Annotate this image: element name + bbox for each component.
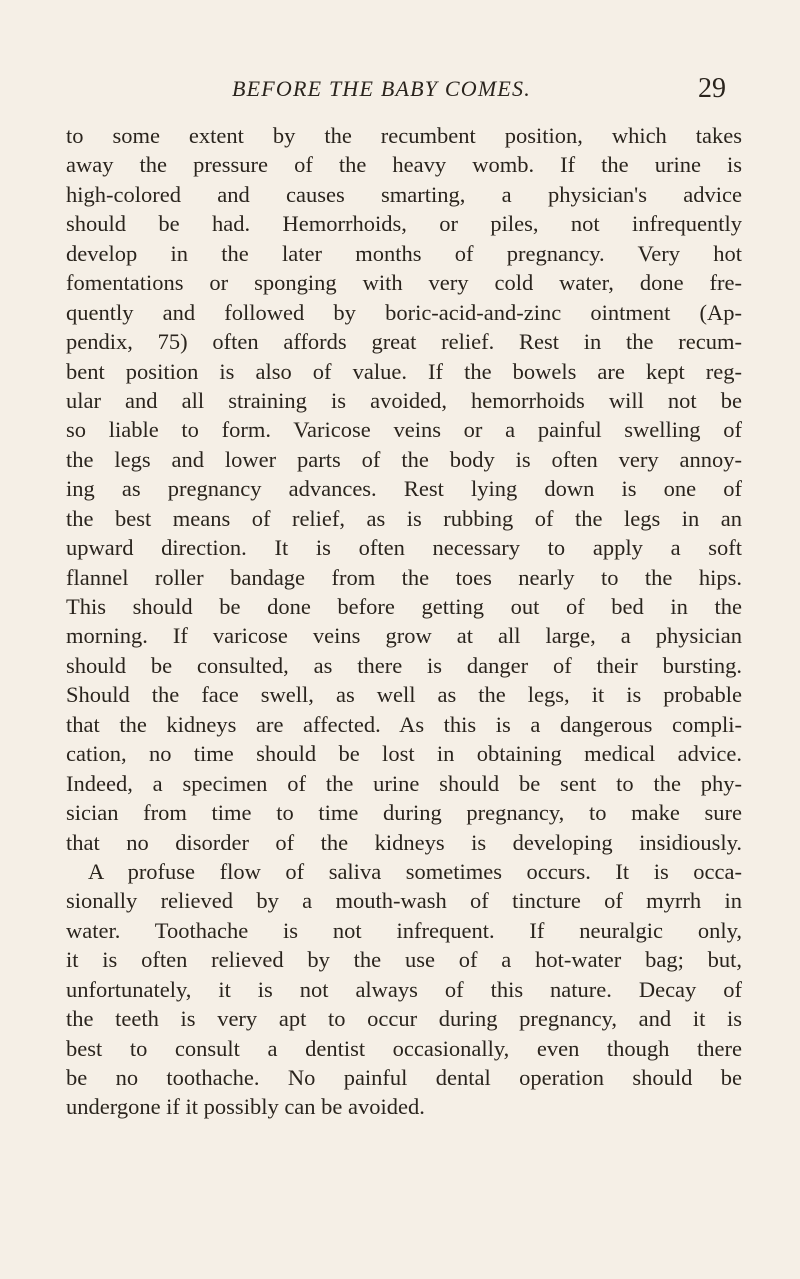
text-line: bent position is also of value. If the bowels are kept reg- (66, 358, 742, 384)
text-line: best to consult a dentist occasionally, even though there (66, 1035, 742, 1061)
text-line: This should be done before getting out of bed in the (66, 594, 742, 619)
text-line: away the pressure of the heavy womb. If the urine is (66, 152, 742, 178)
text-line: Should the face swell, as well as the legs, it is probable (66, 682, 742, 708)
text-line: so liable to form. Varicose veins or a painful swelling of (66, 417, 742, 443)
text-line: ing as pregnancy advances. Rest lying down is one of (66, 476, 742, 502)
text-line: that the kidneys are affected. As this is a dangerous compli- (66, 711, 742, 737)
body-text (66, 121, 742, 1122)
text-line: it is often relieved by the use of a hot-water bag; but, (66, 947, 742, 973)
text-line: morning. If varicose veins grow at all large, a physician (66, 623, 742, 649)
text-line: should be consulted, as there is danger of their bursting. (66, 652, 742, 678)
text-line: sician from time to time during pregnancy, to make sure (66, 800, 742, 826)
text-line: the best means of relief, as is rubbing of the legs in an (66, 505, 742, 531)
text-line: cation, no time should be lost in obtaining medical advice. (66, 741, 742, 767)
text-line: Indeed, a specimen of the urine should be sent to the phy- (66, 770, 742, 796)
text-line: water. Toothache is not infrequent. If neuralgic only, (66, 917, 742, 943)
text-line: that no disorder of the kidneys is developing insidiously. (66, 829, 742, 855)
text-line: sionally relieved by a mouth-wash of tincture of myrrh in (66, 888, 742, 914)
text-line: pendix, 75) often affords great relief. Rest in the recum- (66, 329, 742, 355)
text-line: be no toothache. No painful dental operation should be (66, 1065, 742, 1090)
text-line: quently and followed by boric-acid-and-zinc ointment (Ap- (66, 299, 742, 325)
text-line: the teeth is very apt to occur during pregnancy, and it is (66, 1006, 742, 1032)
text-line: should be had. Hemorrhoids, or piles, not infrequently (66, 211, 742, 237)
running-title: BEFORE THE BABY COMES. (232, 76, 531, 101)
text-line: fomentations or sponging with very cold water, done fre- (66, 270, 742, 296)
text-line: undergone if it possibly can be avoided. (66, 1094, 425, 1120)
text-line: the legs and lower parts of the body is often very annoy- (66, 446, 742, 472)
text-line: A profuse flow of saliva sometimes occurs. It is occa- (88, 858, 742, 884)
text-line: ular and all straining is avoided, hemorrhoids will not be (66, 387, 742, 413)
page-number: 29 (698, 73, 726, 104)
text-line: develop in the later months of pregnancy. Very hot (66, 240, 742, 266)
text-line: to some extent by the recumbent position, which takes (66, 123, 742, 148)
text-line: flannel roller bandage from the toes nearly to the hips. (66, 564, 742, 590)
text-line: upward direction. It is often necessary to apply a soft (66, 535, 742, 561)
running-head (0, 74, 800, 104)
text-line: unfortunately, it is not always of this nature. Decay of (66, 976, 742, 1002)
text-line: high-colored and causes smarting, a physician's advice (66, 181, 742, 207)
